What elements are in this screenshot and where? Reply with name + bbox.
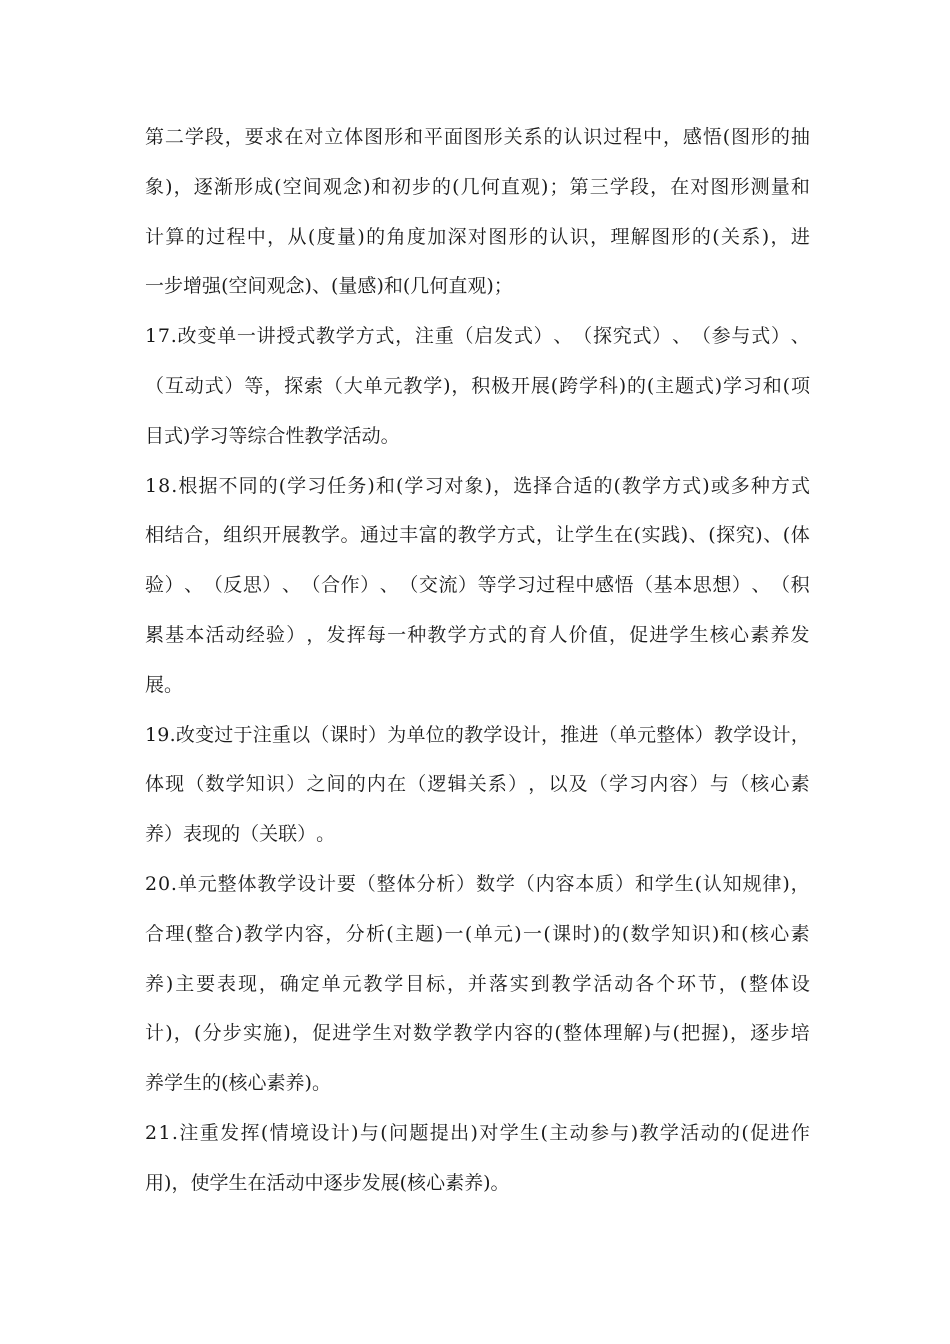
text-line: 象 ) ， 逐 渐 形 成 ( 空 间 观 念 ) 和 初 步 的 ( 几 何 直 观 ) ； 第 三 学 段 ， 在 对 图 形 测 量 和 — [145, 175, 810, 198]
text-line: 养 ） 表 现 的 （ 关 联 ） 。 — [145, 823, 336, 846]
text-line: （ 互 动 式 ） 等 ， 探 索 （ 大 单 元 教 学 ) ， 积 极 开 展 ( 跨 学 科 ) 的 ( 主 题 式 ) 学 习 和 ( 项 — [145, 374, 810, 397]
text-line: 2 1 . 注 重 发 挥 ( 情 境 设 计 ) 与 ( 问 题 提 出 ) 对 学 生 ( 主 动 参 与 ) 教 学 活 动 的 ( 促 进 作 — [145, 1121, 810, 1144]
text-line: 第 二 学 段 ， 要 求 在 对 立 体 图 形 和 平 面 图 形 关 系 的 认 识 过 程 中 ， 感 悟 ( 图 形 的 抽 — [145, 126, 810, 148]
text-line: 养 学 生 的 ( 核 心 素 养 ) 。 — [145, 1072, 331, 1095]
text-line: 计 ) ， ( 分 步 实 施 ) ， 促 进 学 生 对 数 学 教 学 内 容 的 ( 整 体 理 解 ) 与 ( 把 握 ) ， 逐 步 培 — [145, 1022, 810, 1045]
text-line: 目 式 ) 学 习 等 综 合 性 教 学 活 动 。 — [145, 424, 400, 447]
text-line: 养 ) 主 要 表 现 ， 确 定 单 元 教 学 目 标 ， 并 落 实 到 教 学 活 动 各 个 环 节 ， ( 整 体 设 — [145, 972, 810, 995]
text-line: 2 0 . 单 元 整 体 教 学 设 计 要 （ 整 体 分 析 ） 数 学 （ 内 容 本 质 ） 和 学 生 ( 认 知 规 律 ) ， — [145, 872, 810, 895]
text-line: 一 步 增 强 ( 空 间 观 念 ) 、 ( 量 感 ) 和 ( 几 何 直 观 ) ； — [145, 275, 513, 298]
text-line: 1 9 . 改 变 过 于 注 重 以 （ 课 时 ） 为 单 位 的 教 学 设 计 ， 推 进 （ 单 元 整 体 ） 教 学 设 计 ， — [145, 723, 810, 746]
text-line: 计 算 的 过 程 中 ， 从 ( 度 量 ) 的 角 度 加 深 对 图 形 的 认 识 ， 理 解 图 形 的 ( 关 系 ) ， 进 — [145, 225, 810, 248]
text-line: 展 。 — [145, 673, 184, 696]
text-line: 相 结 合 ， 组 织 开 展 教 学 。 通 过 丰 富 的 教 学 方 式 ， 让 学 生 在 ( 实 践 ) 、 ( 探 究 ) 、 ( 体 — [145, 524, 810, 547]
text-line: 合 理 ( 整 合 ) 教 学 内 容 ， 分 析 ( 主 题 ) 一 ( 单 元 ) 一 ( 课 时 ) 的 ( 数 学 知 识 ) 和 ( 核 心 素 — [145, 922, 810, 945]
text-line: 1 7 . 改 变 单 一 讲 授 式 教 学 方 式 ， 注 重 （ 启 发 式 ） 、 （ 探 究 式 ） 、 （ 参 与 式 ） 、 — [145, 325, 810, 348]
document-body — [145, 113, 810, 1209]
text-line: 体 现 （ 数 学 知 识 ） 之 间 的 内 在 （ 逻 辑 关 系 ） ， 以 及 （ 学 习 内 容 ） 与 （ 核 心 素 — [145, 773, 810, 796]
text-line: 验 ） 、 （ 反 思 ） 、 （ 合 作 ） 、 （ 交 流 ） 等 学 习 过 程 中 感 悟 （ 基 本 思 想 ） 、 （ 积 — [145, 574, 810, 597]
text-line: 累 基 本 活 动 经 验 ） ， 发 挥 每 一 种 教 学 方 式 的 育 人 价 值 ， 促 进 学 生 核 心 素 养 发 — [145, 623, 810, 646]
text-line: 1 8 . 根 据 不 同 的 ( 学 习 任 务 ) 和 ( 学 习 对 象 ) ， 选 择 合 适 的 ( 教 学 方 式 ) 或 多 种 方 式 — [145, 474, 810, 497]
text-line: 用 ) ， 使 学 生 在 活 动 中 逐 步 发 展 ( 核 心 素 养 ) 。 — [145, 1171, 510, 1194]
